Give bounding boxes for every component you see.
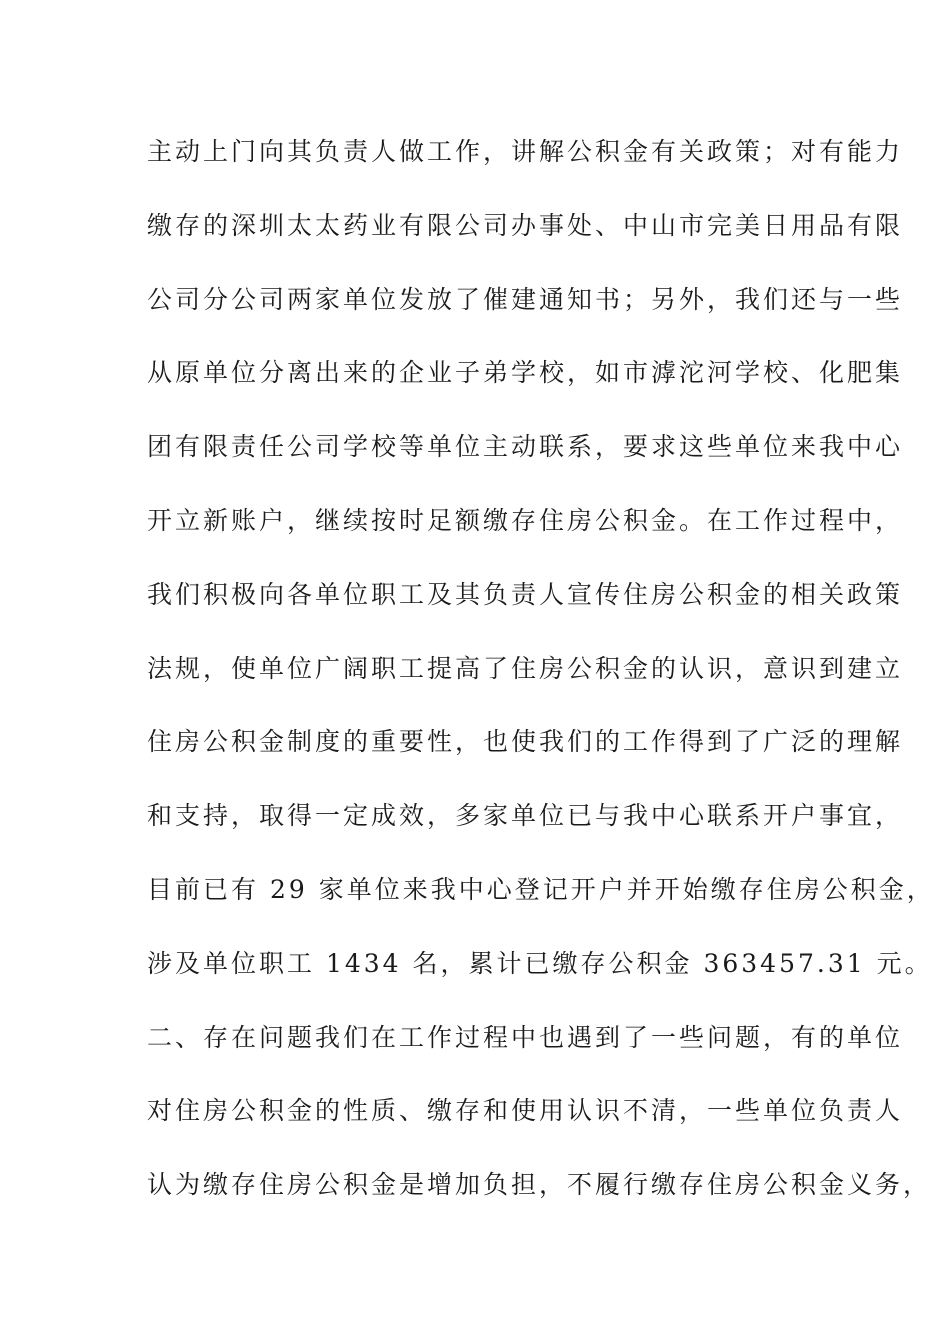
- text-line: 开立新账户，继续按时足额缴存住房公积金。在工作过程中，: [147, 505, 904, 535]
- text-line: 团有限责任公司学校等单位主动联系，要求这些单位来我中心: [147, 432, 904, 462]
- text-line: 法规，使单位广阔职工提高了住房公积金的认识，意识到建立: [147, 653, 904, 683]
- text-line: 目前已有 29 家单位来我中心登记开户并开始缴存住房公积金，: [147, 874, 935, 904]
- text-line: 住房公积金制度的重要性，也使我们的工作得到了广泛的理解: [147, 727, 904, 757]
- text-line: 认为缴存住房公积金是增加负担，不履行缴存住房公积金义务，: [147, 1170, 932, 1200]
- text-line: 公司分公司两家单位发放了催建通知书；另外，我们还与一些: [147, 284, 904, 314]
- text-line: 缴存的深圳太太药业有限公司办事处、中山市完美日用品有限: [147, 210, 904, 240]
- text-line: 我们积极向各单位职工及其负责人宣传住房公积金的相关政策: [147, 579, 904, 609]
- text-line: 从原单位分离出来的企业子弟学校，如市滹沱河学校、化肥集: [147, 358, 904, 388]
- text-line: 主动上门向其负责人做工作，讲解公积金有关政策；对有能力: [147, 137, 904, 166]
- text-line: 涉及单位职工 1434 名，累计已缴存公积金 363457.31 元。: [147, 948, 933, 978]
- text-line: 和支持，取得一定成效，多家单位已与我中心联系开户事宜，: [147, 801, 904, 831]
- section-heading-line: 二、存在问题我们在工作过程中也遇到了一些问题，有的单位: [147, 1022, 904, 1052]
- body-text: [147, 130, 935, 1237]
- text-line: 对住房公积金的性质、缴存和使用认识不清，一些单位负责人: [147, 1096, 904, 1126]
